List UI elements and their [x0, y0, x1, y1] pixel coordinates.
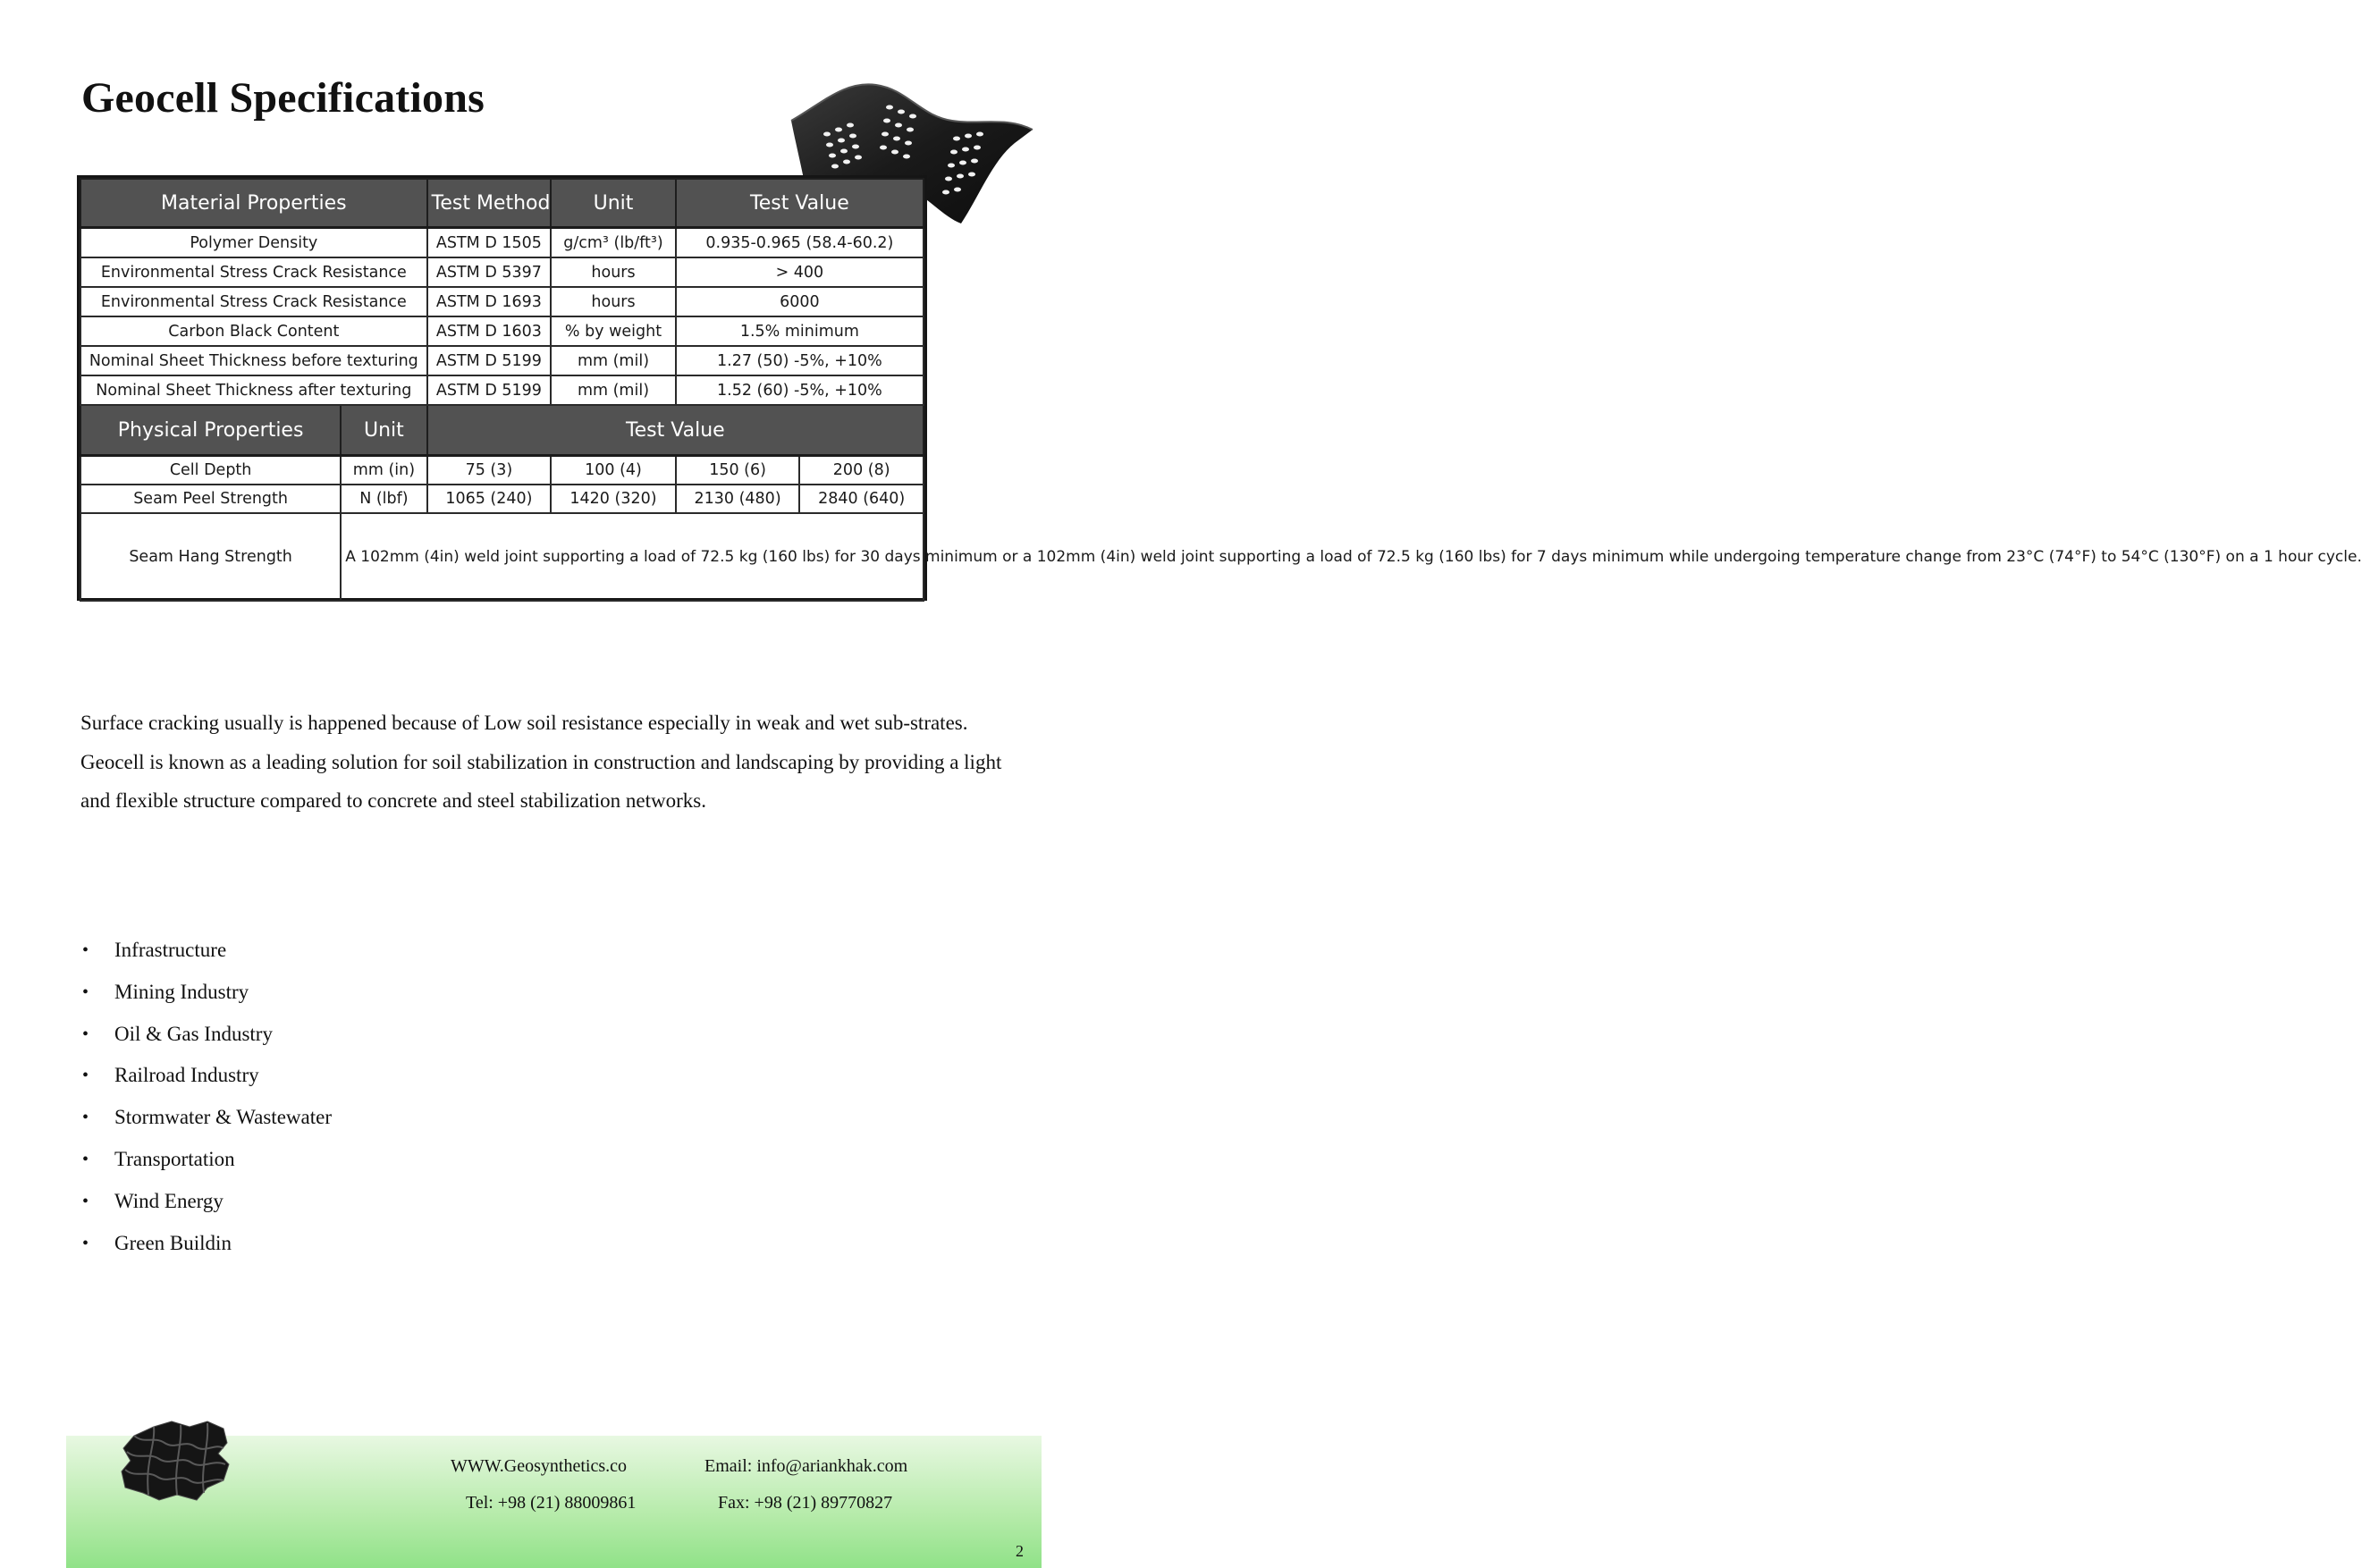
- value-cell: 1.5% minimum: [676, 316, 924, 346]
- list-item: [80, 1014, 332, 1056]
- unit-cell: hours: [551, 287, 676, 316]
- list-item-label: Wind Energy: [114, 1189, 224, 1212]
- header-unit: Unit: [551, 179, 676, 228]
- method-cell: ASTM D 1693: [427, 287, 552, 316]
- table-row: [80, 228, 924, 258]
- specifications-table: [77, 175, 2362, 601]
- list-item-label: Green Buildin: [114, 1231, 232, 1254]
- value-cell: 2840 (640): [799, 485, 924, 513]
- value-cell: 1065 (240): [427, 485, 552, 513]
- footer-fax: Fax: +98 (21) 89770827: [718, 1493, 893, 1513]
- value-cell: 100 (4): [551, 456, 676, 485]
- value-cell: 150 (6): [676, 456, 800, 485]
- footer-tel: Tel: +98 (21) 88009861: [466, 1493, 637, 1513]
- unit-cell: mm (mil): [551, 346, 676, 375]
- table-row: [80, 485, 924, 513]
- list-item-label: Mining Industry: [114, 980, 249, 1003]
- table-row: [80, 456, 924, 485]
- seam-hang-description: A 102mm (4in) weld joint supporting a load of 72.5 kg (160 lbs) for 30 days minimum or a 102mm (4in) weld joint supporting a load of 72.5 kg (160 lbs) for 7 days minimum while undergoing temperature change from 23°C (74°F) to 54°C (130°F) on a 1 hour cycle.: [341, 513, 924, 601]
- bullet-icon: •: [82, 1108, 89, 1128]
- method-cell: ASTM D 1603: [427, 316, 552, 346]
- footer-email[interactable]: Email: info@ariankhak.com: [704, 1456, 908, 1476]
- footer-website[interactable]: WWW.Geosynthetics.co: [451, 1456, 627, 1476]
- list-item: [80, 1097, 332, 1139]
- property-cell: Environmental Stress Crack Resistance: [80, 257, 427, 287]
- table-row: [80, 375, 924, 405]
- table-row: [80, 287, 924, 316]
- bullet-icon: •: [82, 982, 89, 1002]
- list-item-label: Railroad Industry: [114, 1064, 259, 1087]
- property-cell: Environmental Stress Crack Resistance: [80, 287, 427, 316]
- list-item: [80, 1181, 332, 1223]
- header-physical-properties: Physical Properties: [80, 405, 341, 456]
- unit-cell: % by weight: [551, 316, 676, 346]
- bullet-icon: •: [82, 1066, 89, 1086]
- property-cell: Cell Depth: [80, 456, 341, 485]
- header-material-properties: Material Properties: [80, 179, 427, 228]
- unit-cell: mm (mil): [551, 375, 676, 405]
- header-physical-unit: Unit: [341, 405, 426, 456]
- value-cell: > 400: [676, 257, 924, 287]
- header-test-method: Test Method: [427, 179, 552, 228]
- list-item: [80, 1223, 332, 1265]
- header-physical-test-value: Test Value: [427, 405, 924, 456]
- value-cell: 2130 (480): [676, 485, 800, 513]
- property-cell: Seam Peel Strength: [80, 485, 341, 513]
- value-cell: 1420 (320): [551, 485, 676, 513]
- list-item: [80, 972, 332, 1014]
- list-item-label: Stormwater & Wastewater: [114, 1106, 332, 1129]
- page-title: Geocell Specifications: [81, 74, 485, 122]
- list-item-label: Transportation: [114, 1147, 235, 1170]
- intro-paragraph: Surface cracking usually is happened because of Low soil resistance especially in weak and wet sub-strates. Geocell is known as a leading solution for soil stabilization in construction and landscaping by providing a light and flexible structure compared to concrete and steel stabilization networks.: [80, 712, 1002, 812]
- property-cell: Nominal Sheet Thickness after texturing: [80, 375, 427, 405]
- property-cell: Carbon Black Content: [80, 316, 427, 346]
- unit-cell: N (lbf): [341, 485, 426, 513]
- header-test-value: Test Value: [676, 179, 924, 228]
- method-cell: ASTM D 1505: [427, 228, 552, 258]
- bullet-icon: •: [82, 1191, 89, 1211]
- unit-cell: hours: [551, 257, 676, 287]
- list-item-label: Oil & Gas Industry: [114, 1022, 273, 1045]
- value-cell: 1.52 (60) -5%, +10%: [676, 375, 924, 405]
- value-cell: 1.27 (50) -5%, +10%: [676, 346, 924, 375]
- property-cell: Seam Hang Strength: [80, 513, 341, 601]
- property-cell: Nominal Sheet Thickness before texturing: [80, 346, 427, 375]
- value-cell: 75 (3): [427, 456, 552, 485]
- unit-cell: g/cm³ (lb/ft³): [551, 228, 676, 258]
- list-item: [80, 1055, 332, 1097]
- value-cell: 6000: [676, 287, 924, 316]
- unit-cell: mm (in): [341, 456, 426, 485]
- table-row: [80, 513, 924, 601]
- footer-band: [66, 1436, 1042, 1568]
- list-item: [80, 930, 332, 972]
- bullet-icon: •: [82, 1233, 89, 1253]
- property-cell: Polymer Density: [80, 228, 427, 258]
- value-cell: 200 (8): [799, 456, 924, 485]
- bullet-icon: •: [82, 1024, 89, 1044]
- table-row: [80, 316, 924, 346]
- list-item-label: Infrastructure: [114, 939, 227, 961]
- table-row: [80, 346, 924, 375]
- method-cell: ASTM D 5397: [427, 257, 552, 287]
- applications-list: [80, 930, 332, 1264]
- list-item: [80, 1139, 332, 1181]
- page-number: 2: [1016, 1542, 1024, 1560]
- method-cell: ASTM D 5199: [427, 375, 552, 405]
- bullet-icon: •: [82, 940, 89, 960]
- bullet-icon: •: [82, 1149, 89, 1169]
- method-cell: ASTM D 5199: [427, 346, 552, 375]
- geocell-grid-logo-icon: [118, 1418, 234, 1503]
- value-cell: 0.935-0.965 (58.4-60.2): [676, 228, 924, 258]
- table-row: [80, 257, 924, 287]
